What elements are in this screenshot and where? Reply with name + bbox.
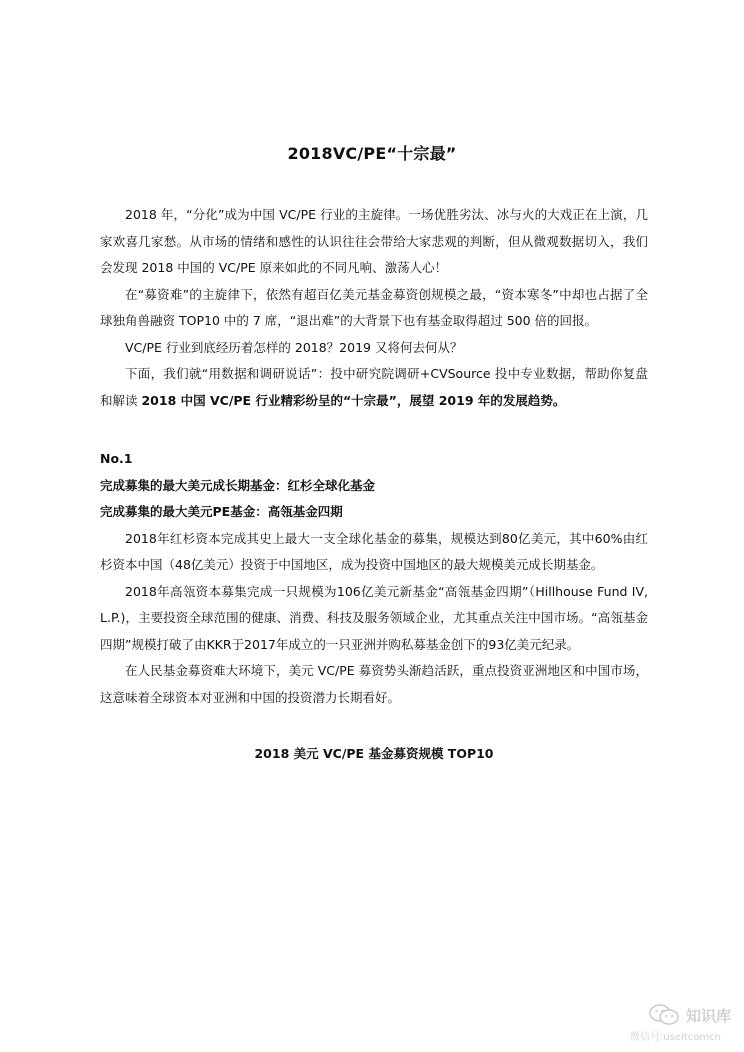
section-heading-2: 完成募集的最大美元PE基金：高瓴基金四期 (100, 504, 343, 519)
section-paragraph-3: 在人民基金募资难大环境下，美元 VC/PE 募资势头渐趋活跃，重点投资亚洲地区和中国市场，这意味着全球资本对亚洲和中国的投资潜力长期看好。 (100, 663, 648, 705)
watermark-brand: 知识库 (686, 1006, 732, 1025)
table-title: 2018 美元 VC/PE 基金募资规模 TOP10 (254, 746, 494, 761)
article-body (100, 202, 648, 768)
watermark-id: 微信号:useitcomcn (630, 1032, 721, 1043)
intro-paragraph-4 (100, 361, 648, 414)
section-number: No.1 (100, 451, 133, 466)
page-title: 2018VC/PE“十宗最” (287, 144, 457, 163)
intro-paragraph-4-bold: 2018 中国 VC/PE 行业精彩纷呈的“十宗最”，展望 2019 年的发展趋势。 (141, 392, 566, 408)
intro-paragraph-1: 2018 年，“分化”成为中国 VC/PE 行业的主旋律。一场优胜劣汰、冰与火的大戏正在上演，几家欢喜几家愁。从市场的情绪和感性的认识往往会带给大家悲观的判断，但从微观数据切入，我们会发现 2018 中国的 VC/PE 原来如此的不同凡响、激荡人心！ (100, 207, 648, 275)
intro-paragraph-2: 在“募资难”的主旋律下，依然有超百亿美元基金募资创规模之最，“资本寒冬”中却也占据了全球独角兽融资 TOP10 中的 7 席，“退出难”的大背景下也有基金取得超过 500 倍的回报。 (100, 286, 648, 328)
intro-paragraph-4-text: 下面，我们就“用数据和调研说话”：投中研究院调研+CVSource 投中专业数据，帮助你复盘和解读 (100, 366, 648, 408)
watermark (624, 1004, 744, 1052)
wechat-icon (648, 1004, 680, 1026)
intro-paragraph-3: VC/PE 行业到底经历着怎样的 2018？2019 又将何去何从？ (125, 339, 463, 355)
section-paragraph-2: 2018年高瓴资本募集完成一只规模为106亿美元新基金“高瓴基金四期”（Hillhouse Fund IV, L.P.)，主要投资全球范围的健康、消费、科技及服务领域企业，尤其重点关注中国市场。“高瓴基金四期”规模打破了由KKR于2017年成立的一只亚洲并购私募基金创下的93亿美元纪录。 (100, 583, 648, 652)
section-heading-1: 完成募集的最大美元成长期基金：红杉全球化基金 (100, 477, 376, 493)
section-paragraph-1: 2018年红杉资本完成其史上最大一支全球化基金的募集，规模达到80亿美元，其中60%由红杉资本中国（48亿美元）投资于中国地区，成为投资中国地区的最大规模美元成长期基金。 (100, 530, 648, 572)
